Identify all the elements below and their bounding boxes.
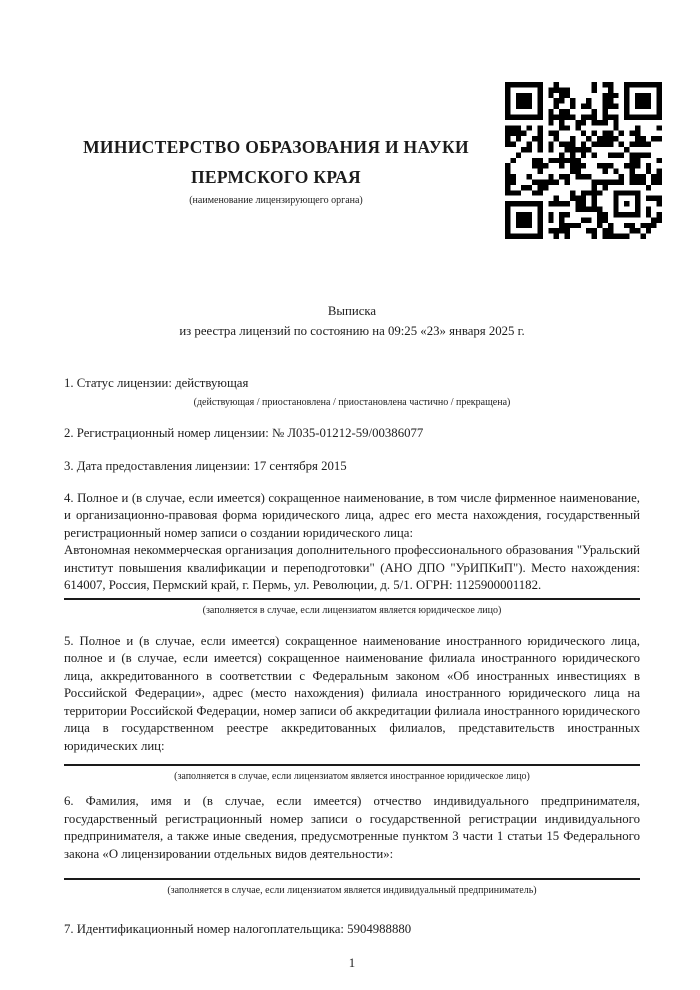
- extract-subtitle: из реестра лицензий по состоянию на 09:25 «23» января 2025 г.: [179, 324, 525, 338]
- licensing-authority-block: [64, 132, 488, 207]
- item-6-caption: (заполняется в случае, если лицензиатом является индивидуальный предприниматель): [167, 885, 537, 896]
- blank-field-line-individual-entrepreneur: [64, 878, 640, 880]
- extract-heading: [64, 301, 640, 341]
- blank-field-line-foreign-entity: [64, 764, 640, 766]
- item-4-statement: 4. Полное и (в случае, если имеется) сокращенное наименование, в том числе фирменное наименование, и организационно-правовая форма юридического лица, адрес его места нахождения, государственный регистрационный номер записи о создании юридического лица:: [64, 490, 640, 540]
- item-4-licensee-value: Автономная некоммерческая организация дополнительного профессионального образования "Уральский институт повышения квалификации и переподготовки" (АНО ДПО "УрИПКиП"). Место нахождения: 614007, Россия, Пермский край, г. Пермь, ул. Революции, д. 5/1. ОГРН: 1125900001182.: [64, 543, 640, 592]
- ministry-caption: (наименование лицензирующего органа): [189, 195, 363, 206]
- item-3-grant-date: 3. Дата предоставления лицензии: 17 сентября 2015: [64, 459, 347, 473]
- ministry-name-line1: МИНИСТЕРСТВО ОБРАЗОВАНИЯ И НАУКИ: [83, 137, 469, 157]
- item-4-caption: (заполняется в случае, если лицензиатом является юридическое лицо): [202, 604, 502, 616]
- item-2-registration-number: 2. Регистрационный номер лицензии: № Л035-01212-59/00386077: [64, 425, 424, 440]
- item-1-caption: (действующая / приостановлена / приостановлена частично / прекращена): [193, 396, 511, 408]
- item-5-caption: (заполняется в случае, если лицензиатом является иностранное юридическое лицо): [174, 771, 530, 782]
- ministry-name-line2: ПЕРМСКОГО КРАЯ: [191, 167, 361, 187]
- item-5-statement: 5. Полное и (в случае, если имеется) сокращенное наименование иностранного юридического лица, полное и (в случае, если имеется) сокращенное наименование филиала иностранного юридического лица, аккредитованного в соответствии с Федеральным законом «Об иностранных инвестициях в Российской Федерации», адрес (место нахождения) филиала иностранного юридического лица на территории Российской Федерации, номер записи об аккредитации филиала иностранного юридического лица в государственном реестре аккредитованных филиалов, представительств иностранных юридических лиц:: [64, 633, 640, 753]
- blank-field-line-legal-entity: [64, 598, 640, 600]
- item-1-license-status: 1. Статус лицензии: действующая: [64, 376, 249, 390]
- extract-title: Выписка: [327, 304, 377, 318]
- page-number: 1: [348, 955, 356, 970]
- item-7-taxpayer-number: 7. Идентификационный номер налогоплательщика: 5904988880: [64, 922, 412, 936]
- document-content: [64, 0, 640, 971]
- item-6-statement: 6. Фамилия, имя и (в случае, если имеется) отчество индивидуального предпринимателя, государственный регистрационный номер записи о государственной регистрации индивидуального предпринимателя, а также иные сведения, предусмотренные пунктом 3 части 1 статьи 15 Федерального закона «О лицензировании отдельных видов деятельности»:: [64, 794, 640, 861]
